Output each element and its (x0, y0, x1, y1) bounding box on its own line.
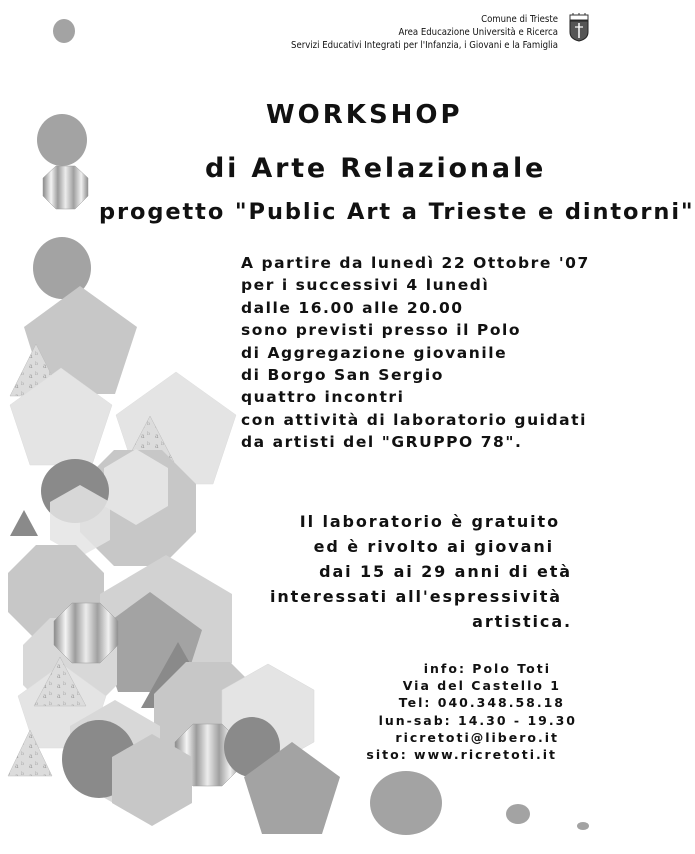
shape-triangle (10, 510, 38, 536)
info-website: sito: www.ricretoti.it (366, 747, 557, 763)
shape-circle (37, 114, 87, 166)
header-line-area: Area Educazione Università e Ricerca (398, 27, 558, 38)
title-workshop: WORKSHOP (266, 100, 463, 130)
shape-ellipse (506, 804, 530, 824)
free-line: dai 15 ai 29 anni di età (319, 562, 572, 581)
info-email: ricretoti@libero.it (395, 729, 559, 745)
shape-metal-octagon (43, 166, 88, 209)
details-line: A partire da lunedì 22 Ottobre '07 (241, 254, 590, 272)
title-arte-relazionale: di Arte Relazionale (205, 153, 547, 184)
title-progetto: progetto "Public Art a Trieste e dintorni" (99, 199, 695, 225)
info-hours: lun-sab: 14.30 - 19.30 (378, 712, 577, 728)
free-line: Il laboratorio è gratuito (299, 512, 560, 531)
institution-header (291, 13, 558, 52)
shape-ellipse (577, 822, 589, 830)
info-address: Via del Castello 1 (402, 678, 561, 694)
free-line: ed è rivolto ai giovani (313, 537, 554, 556)
details-line: sono previsti presso il Polo (241, 321, 522, 340)
free-lab-note (270, 509, 572, 634)
details-line: da artisti del "GRUPPO 78". (241, 433, 523, 452)
event-details (241, 252, 590, 454)
free-line: artistica. (472, 612, 572, 631)
comune-di-trieste-crest-icon (569, 13, 589, 42)
info-phone: Tel: 040.348.58.18 (398, 695, 565, 711)
header-line-servizi: Servizi Educativi Integrati per l'Infanzia, i Giovani e la Famiglia (291, 40, 558, 51)
contact-info (366, 660, 579, 763)
shape-ellipse (370, 771, 442, 835)
details-line: quattro incontri (241, 388, 405, 407)
free-line: interessati all'espressività (270, 587, 562, 606)
header-line-comune: Comune di Trieste (481, 14, 558, 25)
shape-metal-octagon (54, 603, 118, 663)
details-line: di Borgo San Sergio (241, 366, 444, 385)
details-line: dalle 16.00 alle 20.00 (241, 298, 464, 317)
info-venue: info: Polo Toti (423, 661, 551, 676)
details-line: con attività di laboratorio guidati (241, 410, 587, 429)
details-line: per i successivi 4 lunedì (241, 276, 490, 295)
shape-ellipse (53, 19, 75, 43)
details-line: di Aggregazione giovanile (241, 343, 508, 362)
